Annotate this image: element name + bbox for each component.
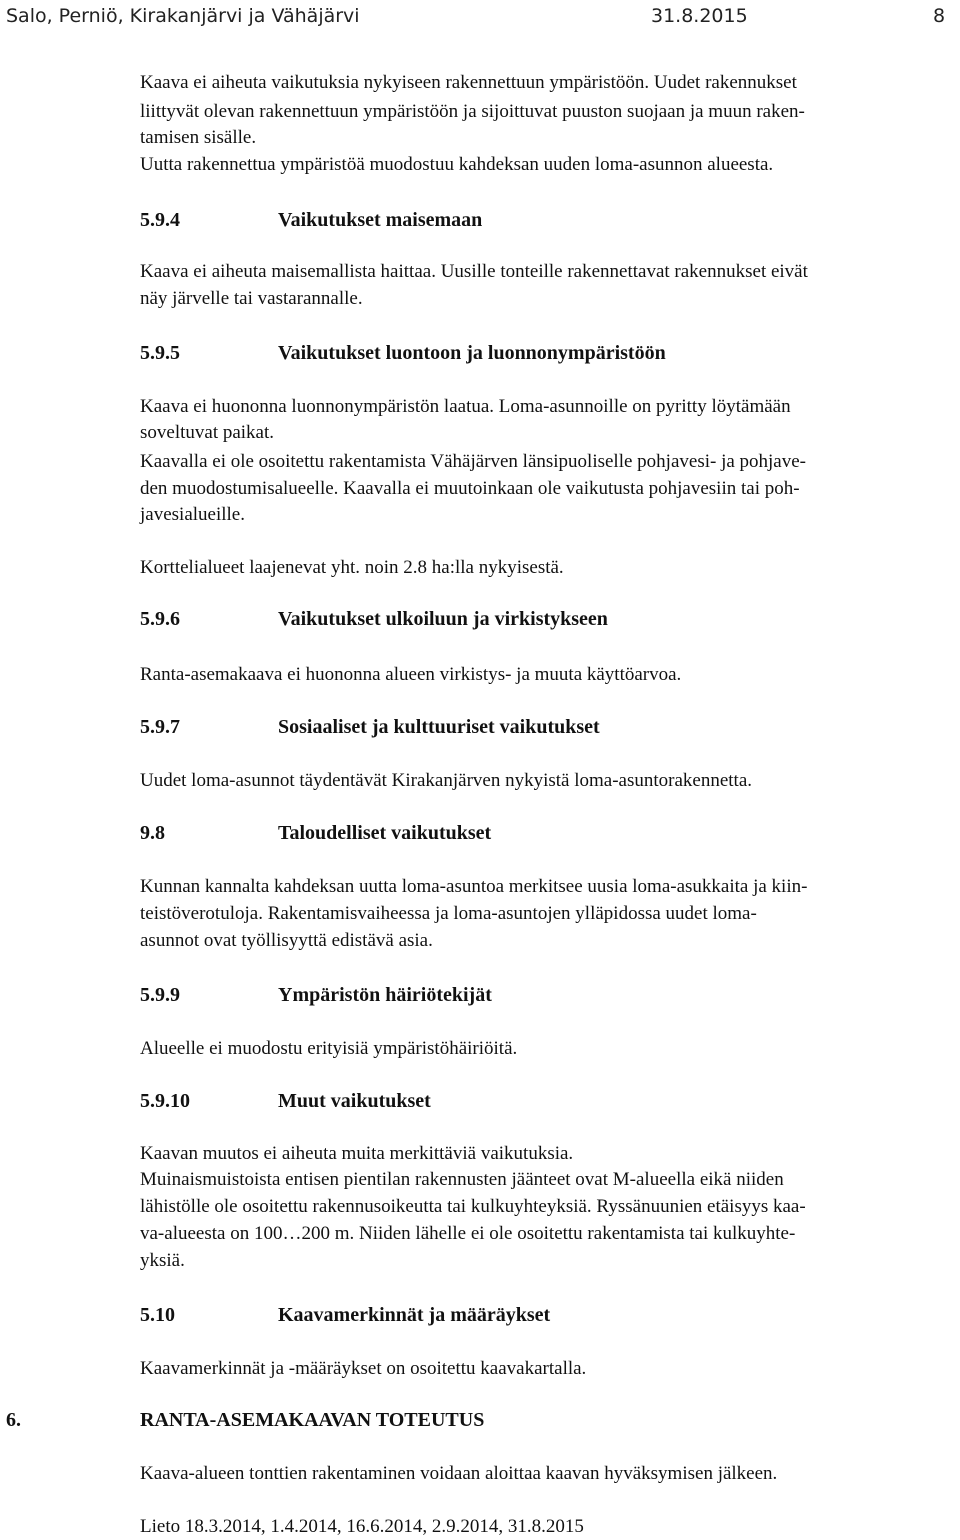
- section-number: 9.8: [140, 822, 165, 844]
- paragraph-line: lähistölle ole osoitettu rakennusoikeutta tai kulkuyhteyksiä. Ryssänuunien etäisyys kaa-: [140, 1196, 806, 1217]
- paragraph-line: Kaavalla ei ole osoitettu rakentamista Vähäjärven länsipuoliselle pohjavesi- ja pohjave-: [140, 451, 807, 472]
- section-number: 5.10: [140, 1304, 175, 1326]
- section-heading: Ympäristön häiriötekijät: [278, 984, 492, 1006]
- paragraph-line: soveltuvat paikat.: [140, 422, 275, 443]
- section-heading: Vaikutukset maisemaan: [278, 209, 483, 231]
- section-number: 5.9.10: [140, 1090, 190, 1112]
- intro-line: tamisen sisälle.: [140, 127, 257, 148]
- paragraph-line: Kaava ei huononna luonnonympäristön laatua. Loma-asunnoille on pyritty löytämään: [140, 396, 791, 417]
- paragraph-line: Korttelialueet laajenevat yht. noin 2.8 ha:lla nykyisestä.: [140, 557, 564, 578]
- chapter-number: 6.: [6, 1409, 21, 1431]
- paragraph-line: Kunnan kannalta kahdeksan uutta loma-asuntoa merkitsee uusia loma-asukkaita ja kiin-: [140, 876, 808, 897]
- section-number: 5.9.7: [140, 716, 180, 738]
- section-heading: Sosiaaliset ja kulttuuriset vaikutukset: [278, 716, 600, 738]
- section-number: 5.9.5: [140, 342, 180, 364]
- paragraph-line: den muodostumisalueelle. Kaavalla ei muutoinkaan ole vaikutusta pohjavesiin tai poh-: [140, 478, 800, 499]
- paragraph-line: asunnot ovat työllisyyttä edistävä asia.: [140, 930, 433, 951]
- paragraph-line: Alueelle ei muodostu erityisiä ympäristöhäiriöitä.: [140, 1038, 518, 1059]
- signature-dates: Lieto 18.3.2014, 1.4.2014, 16.6.2014, 2.9.2014, 31.8.2015: [140, 1516, 584, 1537]
- section-heading: Vaikutukset luontoon ja luonnonympäristöön: [278, 342, 666, 364]
- paragraph-line: javesialueille.: [140, 504, 245, 525]
- section-heading: Muut vaikutukset: [278, 1090, 431, 1112]
- paragraph-line: Kaava-alueen tonttien rakentaminen voidaan aloittaa kaavan hyväksymisen jälkeen.: [140, 1463, 778, 1484]
- paragraph-line: va-alueesta on 100…200 m. Niiden lähelle ei ole osoitettu rakentamista tai kulkuyhte-: [140, 1223, 796, 1244]
- paragraph-line: näy järvelle tai vastarannalle.: [140, 288, 363, 309]
- section-number: 5.9.6: [140, 608, 180, 630]
- section-heading: Vaikutukset ulkoiluun ja virkistykseen: [278, 608, 608, 630]
- chapter-heading: RANTA-ASEMAKAAVAN TOTEUTUS: [140, 1409, 485, 1431]
- paragraph-line: teistöverotuloja. Rakentamisvaiheessa ja loma-asuntojen ylläpidossa uudet loma-: [140, 903, 757, 924]
- intro-line: Kaava ei aiheuta vaikutuksia nykyiseen rakennettuun ympäristöön. Uudet rakennukset: [140, 72, 797, 93]
- paragraph-line: Kaava ei aiheuta maisemallista haittaa. Uusille tonteille rakennettavat rakennukset eivät: [140, 261, 808, 282]
- paragraph-line: Ranta-asemakaava ei huononna alueen virkistys- ja muuta käyttöarvoa.: [140, 664, 682, 685]
- paragraph-line: Kaavan muutos ei aiheuta muita merkittäviä vaikutuksia.: [140, 1143, 574, 1164]
- header-date: 31.8.2015: [651, 5, 748, 27]
- section-heading: Kaavamerkinnät ja määräykset: [278, 1304, 551, 1326]
- paragraph-line: Kaavamerkinnät ja -määräykset on osoitettu kaavakartalla.: [140, 1358, 587, 1379]
- paragraph-line: Muinaismuistoista entisen pientilan rakennusten jäänteet ovat M-alueella eikä niiden: [140, 1169, 784, 1190]
- header-page-number: 8: [933, 5, 946, 27]
- intro-line: liittyvät olevan rakennettuun ympäristöön ja sijoittuvat puuston suojaan ja muun raken-: [140, 101, 805, 122]
- intro-line: Uutta rakennettua ympäristöä muodostuu kahdeksan uuden loma-asunnon alueesta.: [140, 154, 774, 175]
- paragraph-line: Uudet loma-asunnot täydentävät Kirakanjärven nykyistä loma-asuntorakennetta.: [140, 770, 753, 791]
- section-number: 5.9.9: [140, 984, 180, 1006]
- paragraph-line: yksiä.: [140, 1250, 185, 1271]
- header-title: Salo, Perniö, Kirakanjärvi ja Vähäjärvi: [6, 5, 360, 27]
- section-heading: Taloudelliset vaikutukset: [278, 822, 492, 844]
- section-number: 5.9.4: [140, 209, 180, 231]
